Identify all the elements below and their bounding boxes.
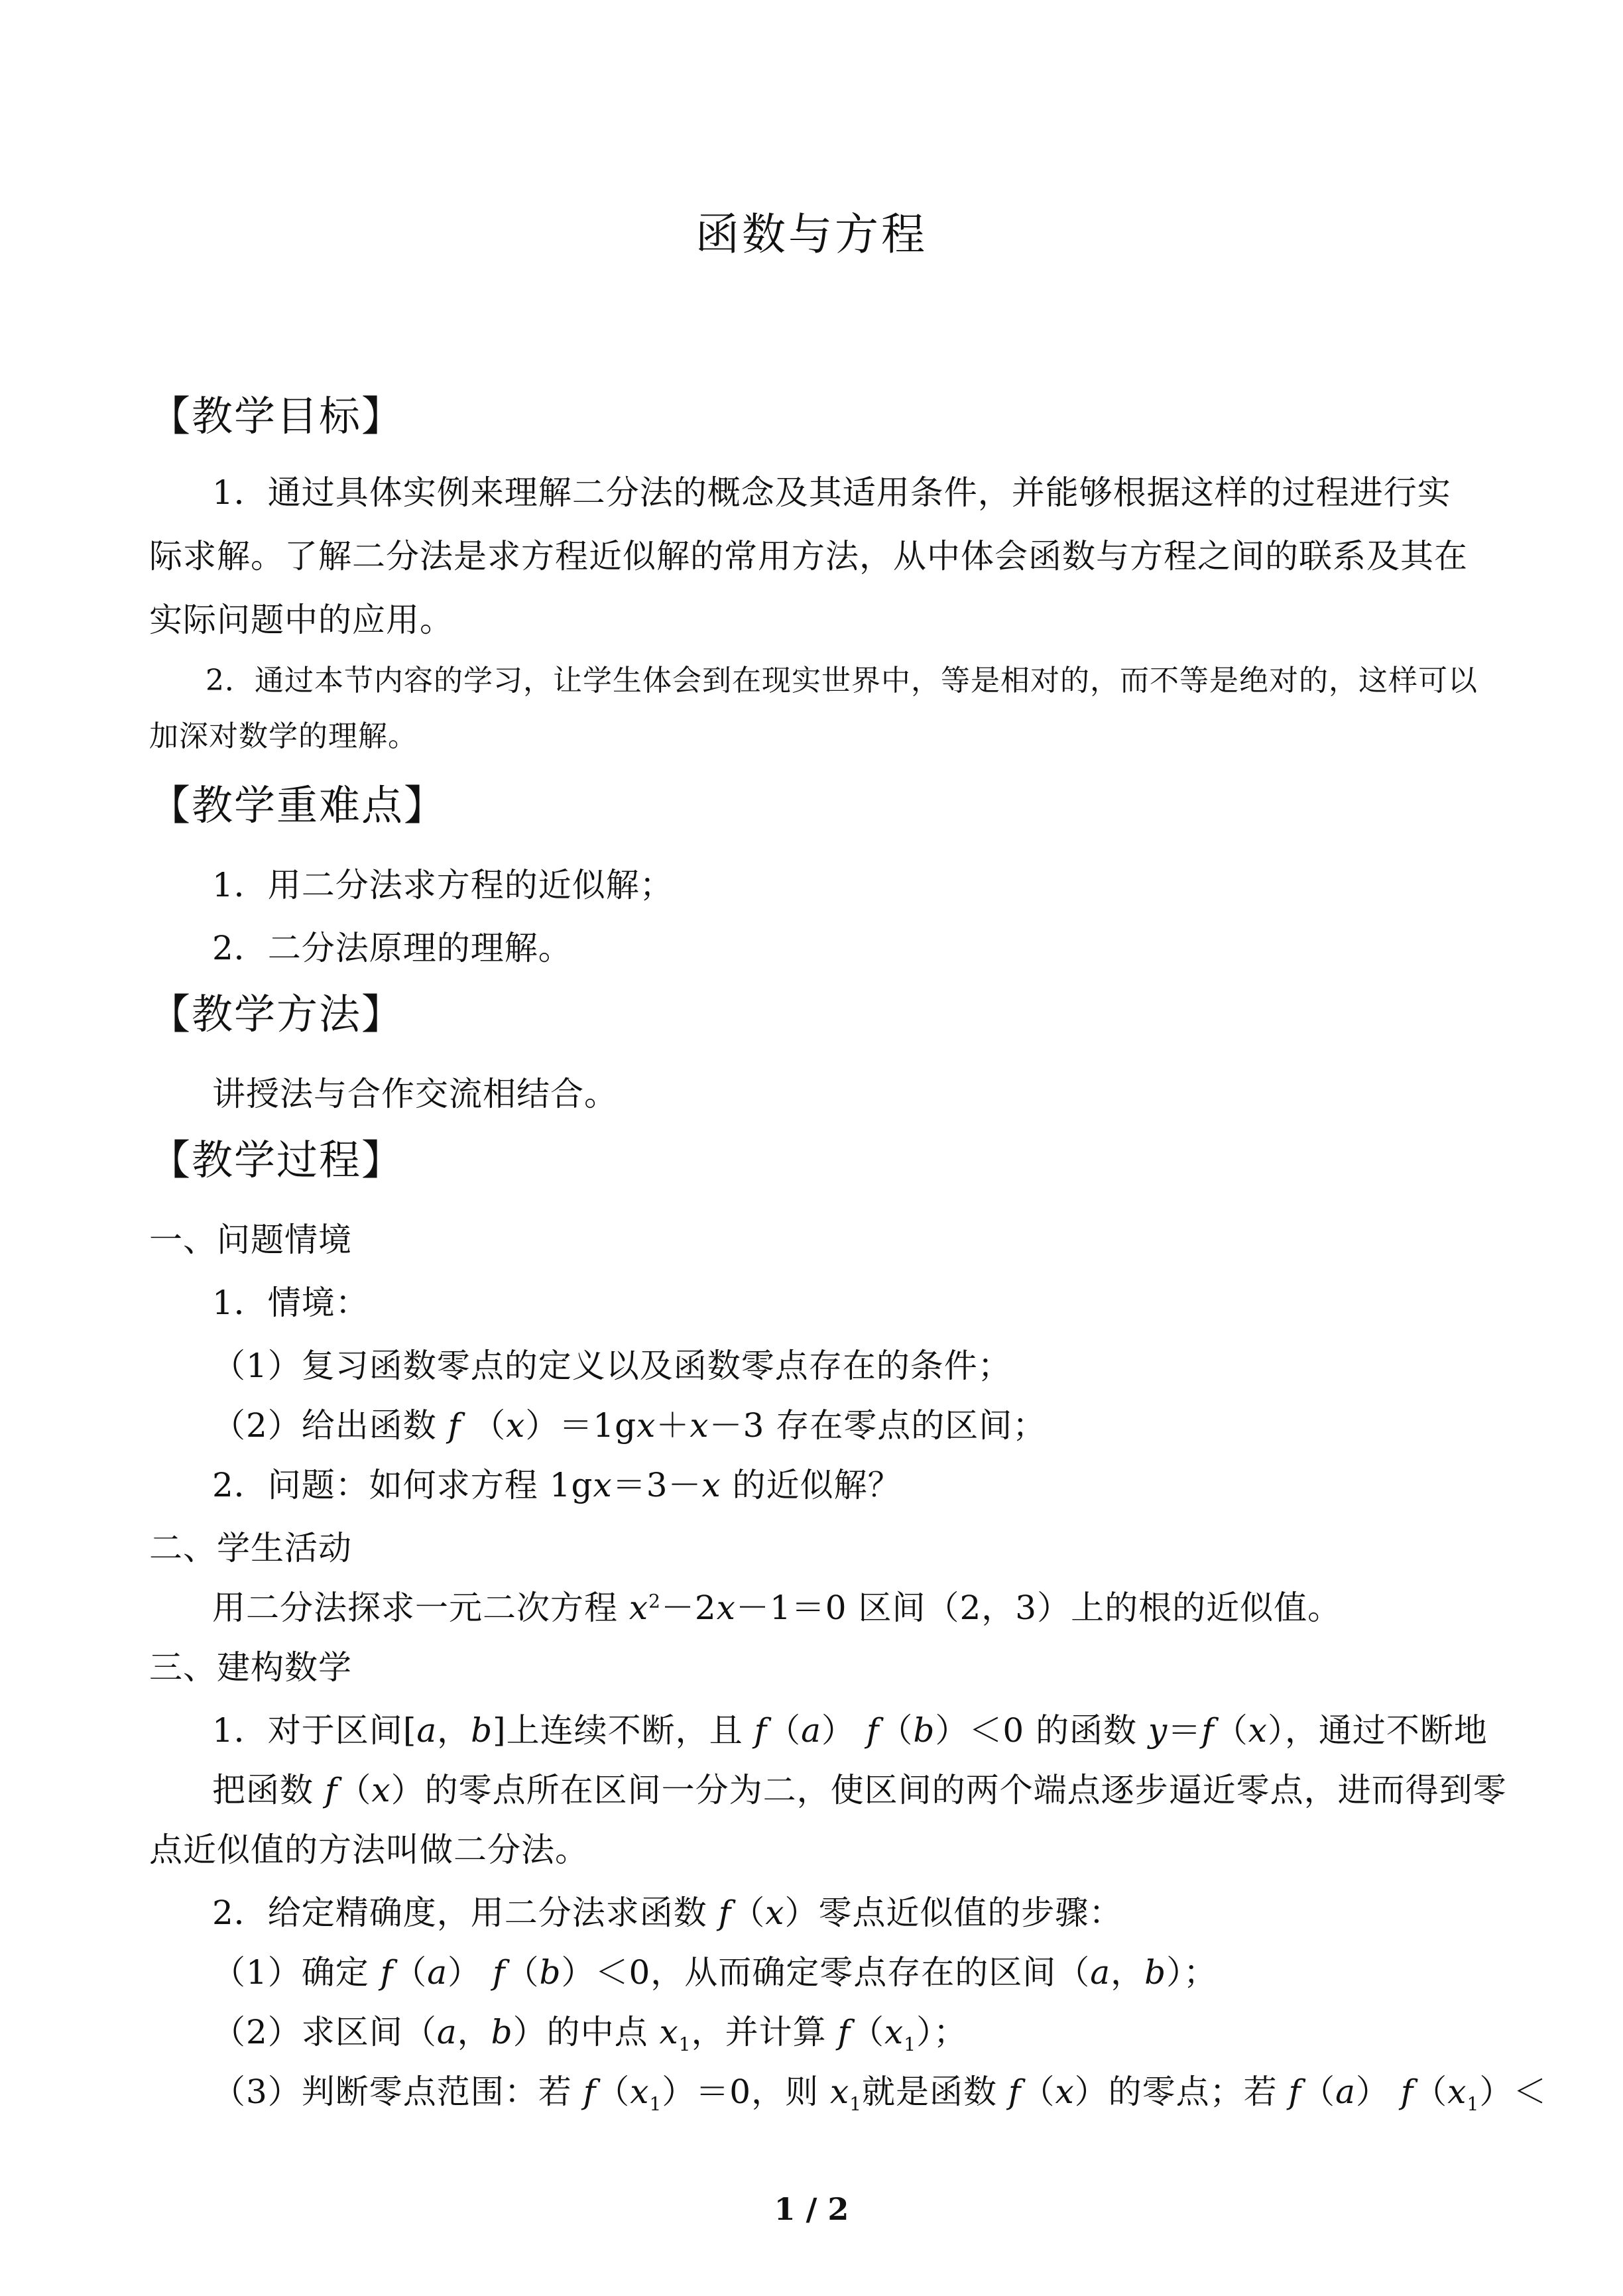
section-1-title: 一、问题情境 bbox=[149, 1221, 352, 1259]
s3-line-3: 点近似值的方法叫做二分法。 bbox=[149, 1831, 589, 1869]
s3-line-2: 把函数 f（x）的零点所在区间一分为二，使区间的两个端点逐步逼近零点，进而得到零 bbox=[212, 1771, 1507, 1809]
s1-line-4: 2．问题：如何求方程 1gx＝3－x 的近似解？ bbox=[212, 1466, 902, 1504]
s2-line-1: 用二分法探求一元二次方程 $x^2-2x-1=0$ 区间（2，3）上的根的近似值。 bbox=[212, 1589, 1342, 1627]
s3-line-5: （1）确定 f（a） f（b）＜0，从而确定零点存在的区间（a，b）； bbox=[212, 1953, 1218, 1992]
heading-objectives: 【教学目标】 bbox=[149, 392, 404, 440]
s3-line-1: 1．对于区间[a，b]上连续不断，且 f（a） f（b）＜0 的函数 y＝f（x），通过不断地 bbox=[212, 1711, 1488, 1750]
s3-line-6: （2）求区间（a，b）的中点 $x_1$，并计算 $f(x_1)$； bbox=[212, 2013, 968, 2055]
s3-line-7: （3）判断零点范围：若 $f(x_1)=0$，则 $x_1$就是函数 f（x）的零点；若 f（a） $f(x_1)<$ bbox=[212, 2073, 1547, 2115]
s1-line-2: （1）复习函数零点的定义以及函数零点存在的条件； bbox=[212, 1347, 1012, 1385]
methods-text: 讲授法与合作交流相结合。 bbox=[212, 1075, 618, 1113]
s3-line-4: 2．给定精确度，用二分法求函数 f（x）零点近似值的步骤： bbox=[212, 1894, 1123, 1932]
page-title: 函数与方程 bbox=[695, 209, 928, 260]
heading-process: 【教学过程】 bbox=[149, 1136, 404, 1184]
key-point-2: 2．二分法原理的理解。 bbox=[212, 929, 572, 967]
s1-line-3: （2）给出函数 f （x）＝1gx＋x－3 存在零点的区间； bbox=[212, 1406, 1047, 1445]
page-number: 1 / 2 bbox=[774, 2191, 849, 2227]
heading-methods: 【教学方法】 bbox=[149, 990, 404, 1038]
section-2-title: 二、学生活动 bbox=[149, 1529, 352, 1567]
key-point-1: 1．用二分法求方程的近似解； bbox=[212, 866, 674, 904]
objective-2: 2．通过本节内容的学习，让学生体会到在现实世界中，等是相对的，而不等是绝对的，这样可以加深对数学的理解。 bbox=[149, 664, 1478, 753]
s1-line-1: 1．情境： bbox=[212, 1284, 369, 1322]
objective-1: 1．通过具体实例来理解二分法的概念及其适用条件，并能够根据这样的过程进行实际求解。了解二分法是求方程近似解的常用方法，从中体会函数与方程之间的联系及其在实际问题中的应用。 bbox=[149, 473, 1468, 639]
section-3-title: 三、建构数学 bbox=[149, 1648, 352, 1687]
heading-key-points: 【教学重难点】 bbox=[149, 781, 447, 829]
